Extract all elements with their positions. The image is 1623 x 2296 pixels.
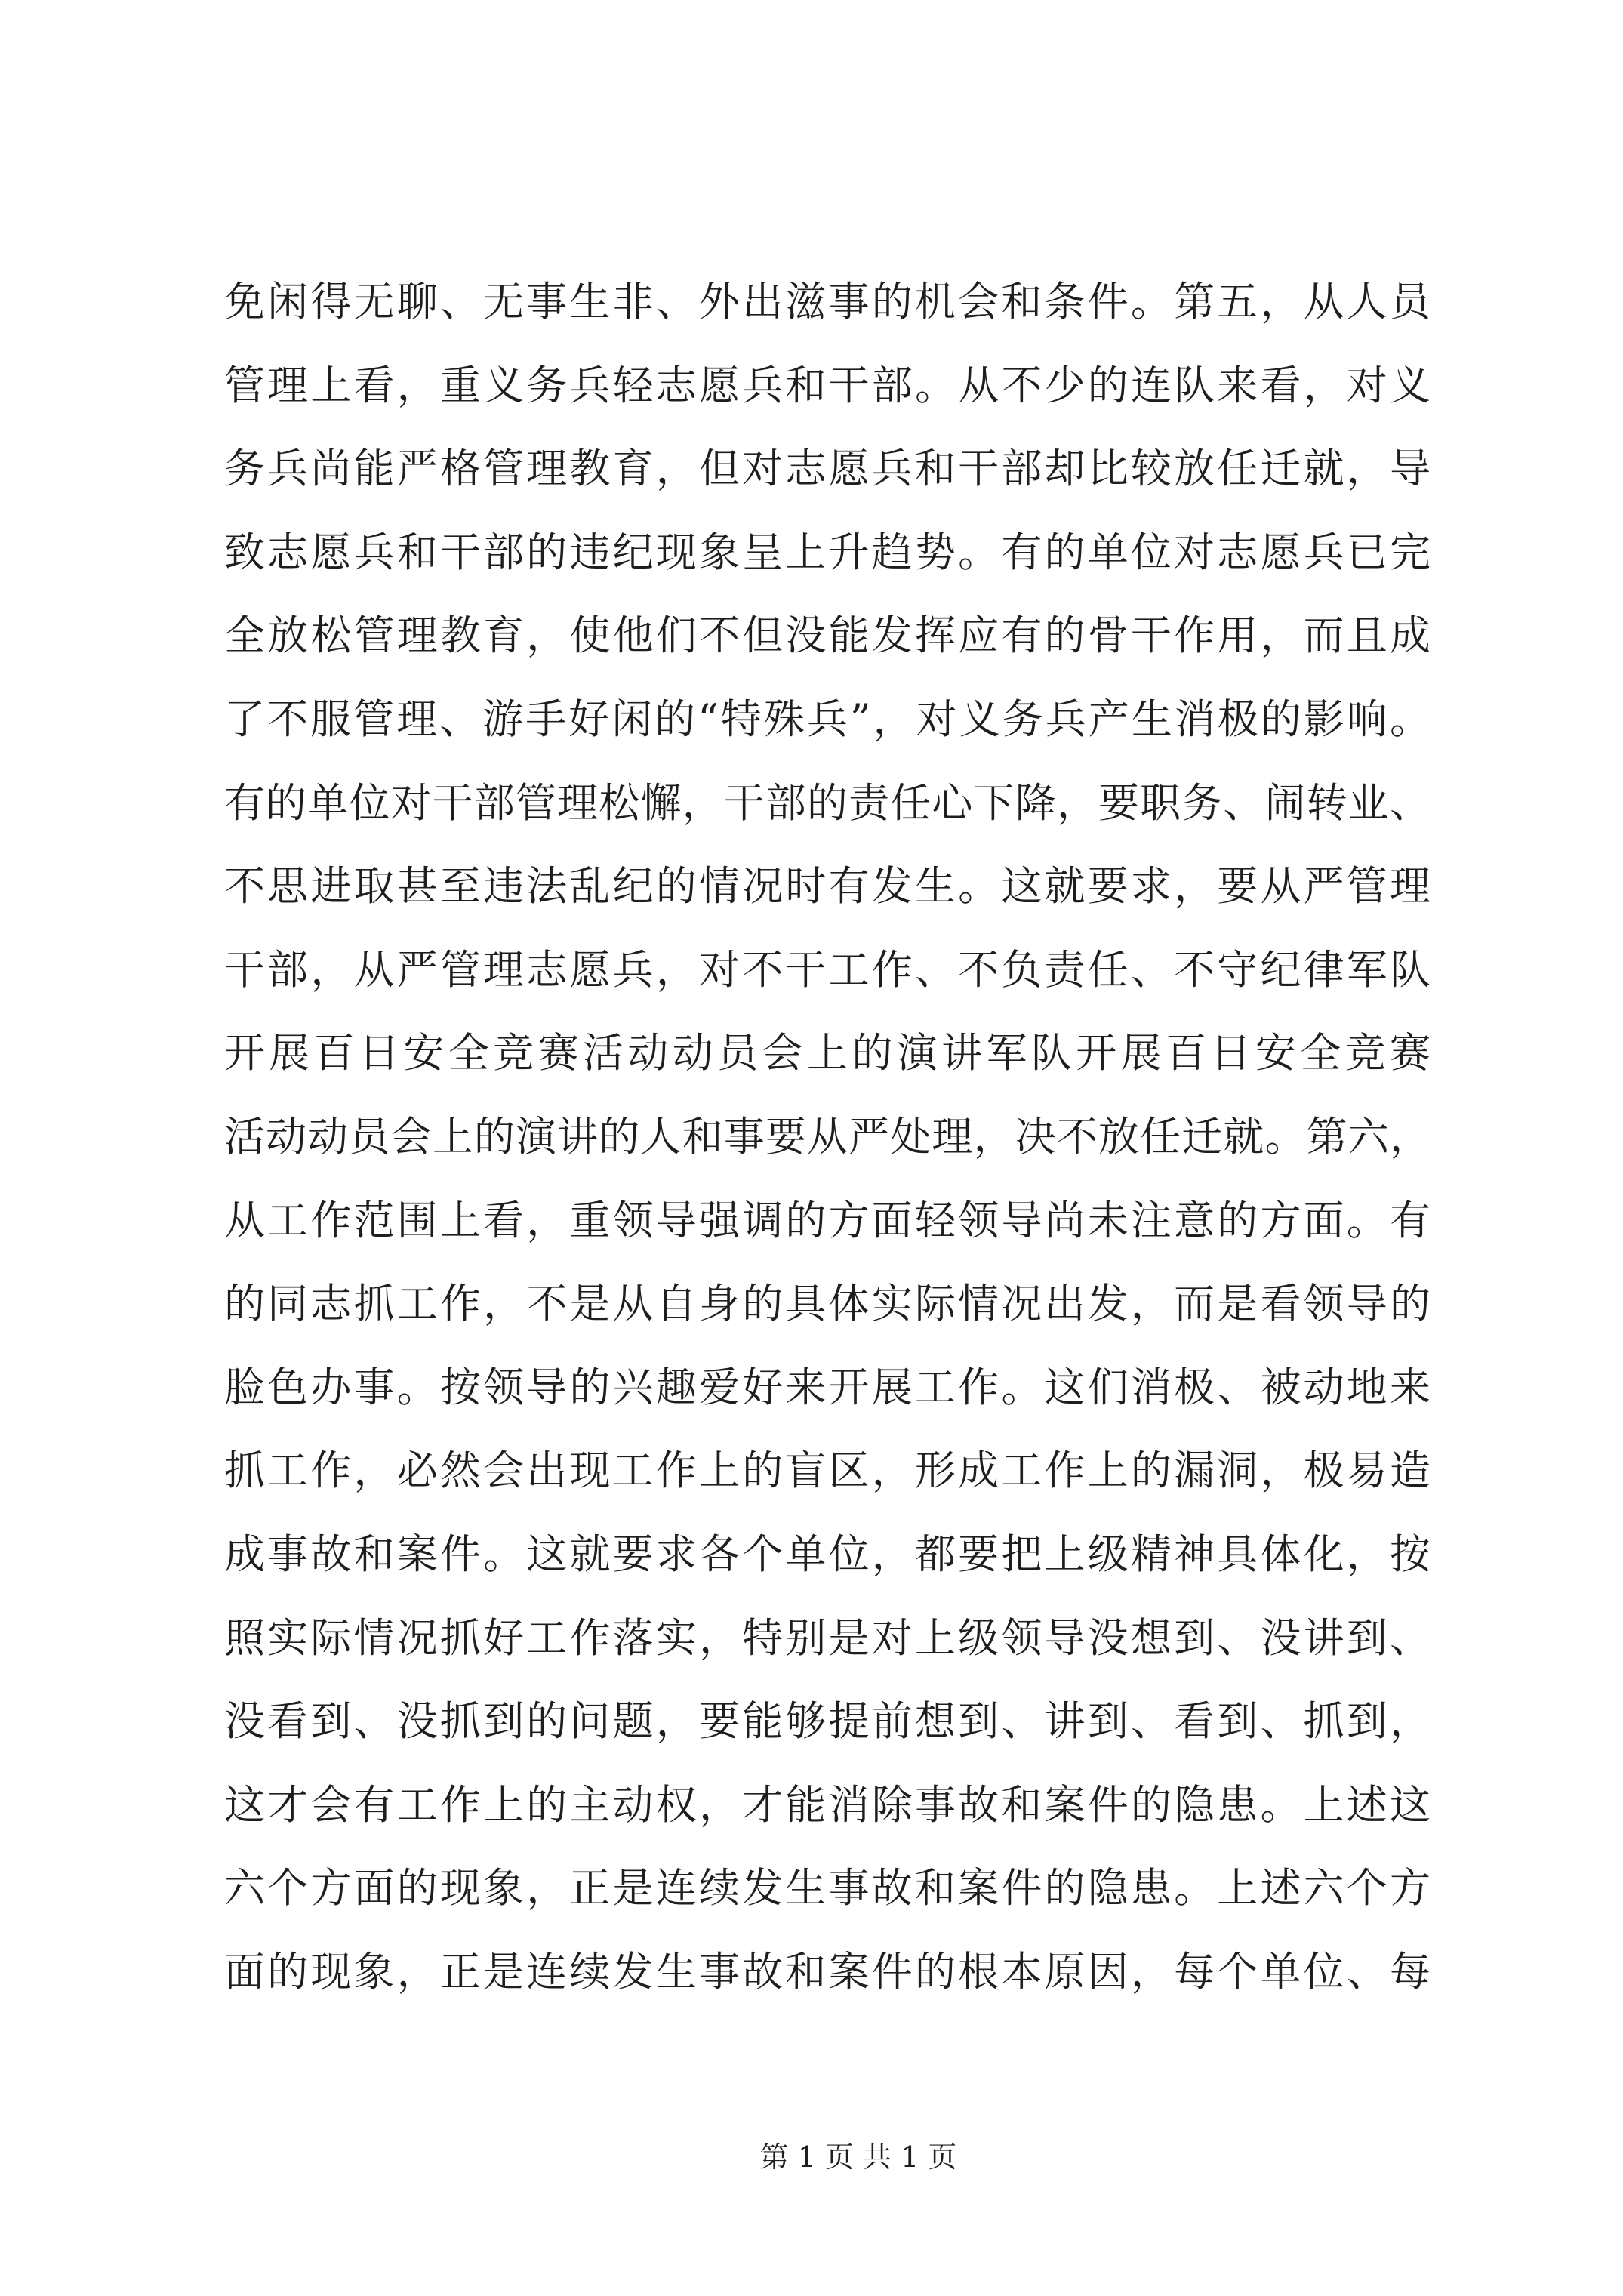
text-line: 不思进取甚至违法乱纪的情况时有发生。这就要求，要从严管理 (224, 862, 1431, 911)
text-line: 这才会有工作上的主动权，才能消除事故和案件的隐患。上述这 (224, 1780, 1431, 1829)
text-line: 免闲得无聊、无事生非、外出滋事的机会和条件。第五，从人员 (224, 278, 1431, 325)
text-line: 管理上看，重义务兵轻志愿兵和干部。从不少的连队来看，对义 (224, 361, 1431, 409)
text-line: 脸色办事。按领导的兴趣爱好来开展工作。这们消极、被动地来 (224, 1363, 1431, 1411)
text-line: 从工作范围上看，重领导强调的方面轻领导尚未注意的方面。有 (224, 1196, 1431, 1244)
text-line: 照实际情况抓好工作落实，特别是对上级领导没想到、没讲到、 (224, 1613, 1431, 1662)
text-line: 干部，从严管理志愿兵，对不干工作、不负责任、不守纪律军队 (224, 945, 1431, 994)
text-line: 的同志抓工作，不是从自身的具体实际情况出发，而是看领导的 (224, 1280, 1431, 1328)
text-line: 没看到、没抓到的问题，要能够提前想到、讲到、看到、抓到， (224, 1697, 1431, 1746)
text-line: 开展百日安全竞赛活动动员会上的演讲军队开展百日安全竞赛 (224, 1029, 1431, 1077)
text-line: 致志愿兵和干部的违纪现象呈上升趋势。有的单位对志愿兵已完 (224, 528, 1431, 576)
text-line: 活动动员会上的演讲的人和事要从严处理，决不放任迁就。第六， (224, 1112, 1431, 1160)
text-line: 全放松管理教育，使他们不但没能发挥应有的骨干作用，而且成 (224, 612, 1431, 660)
text-line: 有的单位对干部管理松懈，干部的责任心下降，要职务、闹转业、 (224, 778, 1431, 827)
text-line: 抓工作，必然会出现工作上的盲区，形成工作上的漏洞，极易造 (224, 1447, 1431, 1495)
text-line: 务兵尚能严格管理教育，但对志愿兵和干部却比较放任迁就，导 (224, 445, 1431, 493)
text-line: 了不服管理、游手好闲的“特殊兵”，对义务兵产生消极的影响。 (224, 695, 1431, 743)
text-line: 面的现象，正是连续发生事故和案件的根本原因，每个单位、每 (224, 1947, 1431, 1996)
body-text (224, 260, 1431, 2014)
page-number-footer: 第 1 页 共 1 页 (759, 2140, 957, 2174)
text-line: 六个方面的现象，正是连续发生事故和案件的隐患。上述六个方 (224, 1864, 1431, 1912)
text-line: 成事故和案件。这就要求各个单位，都要把上级精神具体化，按 (224, 1530, 1431, 1578)
